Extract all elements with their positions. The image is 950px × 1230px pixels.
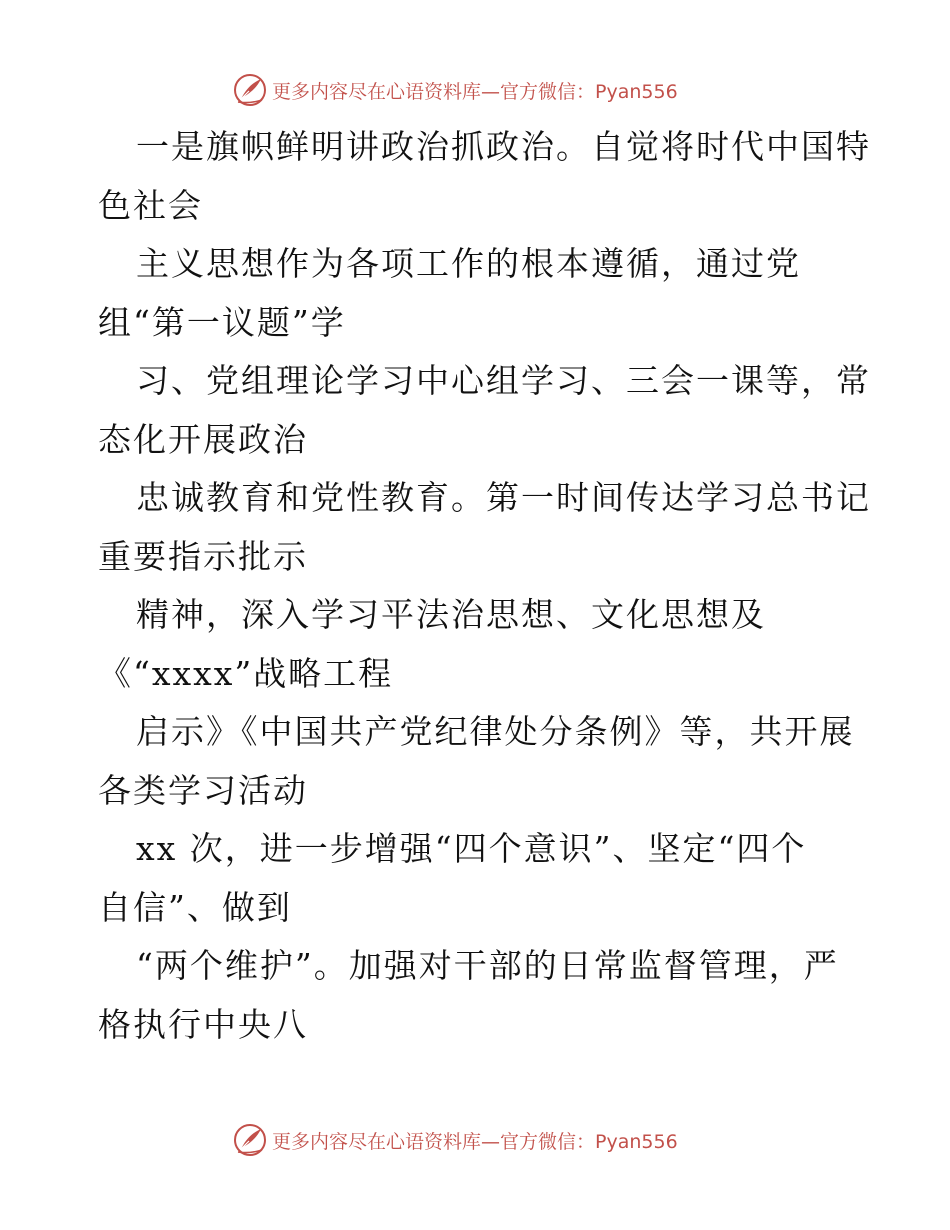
feather-pen-logo-icon [232,1122,268,1158]
body-line: 格执行中央八 [98,1004,308,1044]
body-line: 《“xxxx”战略工程 [98,653,394,693]
header-banner [232,70,722,110]
body-line: 启示》《中国共产党纪律处分条例》等，共开展 [136,712,855,751]
body-line: xx 次，进一步增强“四个意识”、坚定“四个 [136,829,807,868]
body-line: 习、党组理论学习中心组学习、三会一课等，常 [136,361,871,400]
body-line: “两个维护”。加强对干部的日常监督管理，严 [136,946,839,985]
body-line: 重要指示批示 [98,536,308,576]
body-line: 态化开展政治 [98,419,308,459]
body-line: 精神，深入学习平法治思想、文化思想及 [136,595,766,634]
footer-banner [232,1120,722,1160]
footer-banner-text: 更多内容尽在心语资料库—官方微信：Pyan556 [272,1130,678,1153]
body-line: 忠诚教育和党性教育。第一时间传达学习总书记 [136,478,871,517]
header-banner-text: 更多内容尽在心语资料库—官方微信：Pyan556 [272,80,678,103]
body-line: 自信”、做到 [98,887,292,927]
body-line: 色社会 [98,185,203,225]
body-line: 各类学习活动 [98,770,308,810]
document-body [98,118,871,1054]
body-line: 一是旗帜鲜明讲政治抓政治。自觉将时代中国特 [136,127,871,166]
body-line: 组“第一议题”学 [98,302,346,342]
feather-pen-logo-icon [232,72,268,108]
body-line: 主义思想作为各项工作的根本遵循，通过党 [136,244,801,283]
